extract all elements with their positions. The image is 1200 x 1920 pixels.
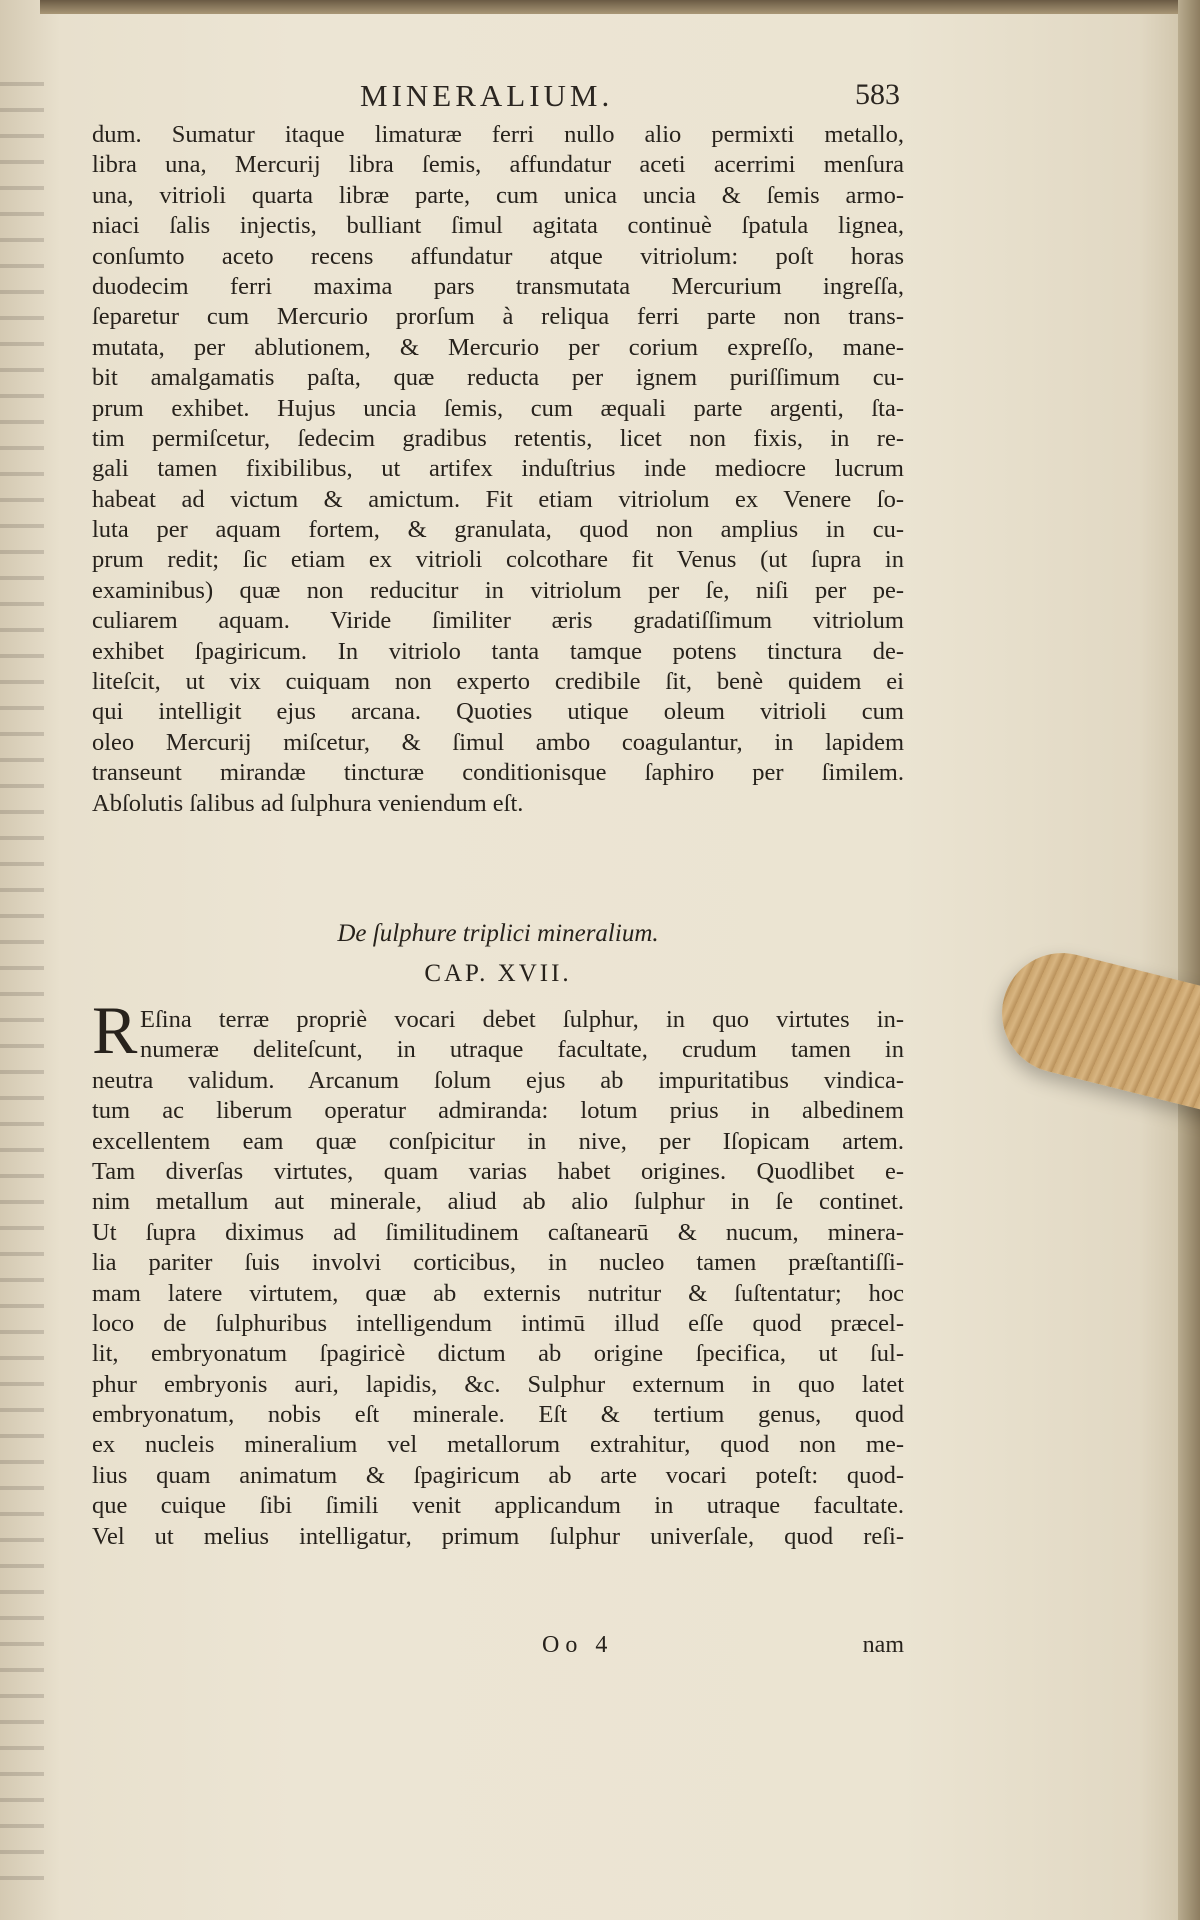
text-line: Eſina terræ propriè vocari debet ſulphur, in quo virtutes in- <box>140 1006 904 1033</box>
text-line: transeunt mirandæ tincturæ conditionisque ſaphiro per ſimilem. <box>92 759 904 787</box>
text-line: prum redit; ſic etiam ex vitrioli colcothare fit Venus (ut ſupra in <box>92 546 904 574</box>
text-line: culiarem aquam. Viride ſimiliter æris gradatiſſimum vitriolum <box>92 607 904 635</box>
text-line: ſeparetur cum Mercurio prorſum à reliqua ferri parte non trans- <box>92 303 904 331</box>
catchword: nam <box>862 1632 904 1658</box>
section-title: De ſulphure triplici mineralium. <box>337 920 659 947</box>
text-line: qui intelligit ejus arcana. Quoties utique oleum vitrioli cum <box>92 698 904 726</box>
text-line: excellentem eam quæ conſpicitur in nive, per Iſopicam artem. <box>92 1127 904 1155</box>
chapter-heading: CAP. XVII. <box>424 960 572 987</box>
paragraph-1 <box>92 120 904 819</box>
text-line: Tam diverſas virtutes, quam varias habet origines. Quodlibet e- <box>92 1157 904 1185</box>
text-line: mutata, per ablutionem, & Mercurio per corium expreſſo, mane- <box>92 333 904 361</box>
text-line: numeræ deliteſcunt, in utraque facultate, crudum tamen in <box>140 1036 904 1064</box>
text-line: ex nucleis mineralium vel metallorum extrahitur, quod non me- <box>92 1431 904 1459</box>
text-line: tum ac liberum operatur admiranda: lotum prius in albedinem <box>92 1097 904 1125</box>
wooden-page-holder <box>989 940 1200 1119</box>
text-line: duodecim ferri maxima pars transmutata Mercurium ingreſſa, <box>92 272 904 300</box>
text-line: Abſolutis ſalibus ad ſulphura veniendum eſt. <box>92 789 524 817</box>
page-footer <box>92 1632 904 1664</box>
text-line: lius quam animatum & ſpagiricum ab arte vocari poteſt: quod- <box>92 1461 904 1489</box>
signature-mark: Oo 4 <box>542 1632 614 1658</box>
text-line: nim metallum aut minerale, aliud ab alio ſulphur in ſe continet. <box>92 1188 904 1216</box>
text-line: examinibus) quæ non reducitur in vitriolum per ſe, niſi per pe- <box>92 576 904 604</box>
left-page-bleed <box>0 60 44 1880</box>
text-line: neutra validum. Arcanum ſolum ejus ab impuritatibus vindica- <box>92 1066 904 1094</box>
text-line: prum exhibet. Hujus uncia ſemis, cum æquali parte argenti, ſta- <box>92 394 904 422</box>
text-line: conſumto aceto recens affundatur atque vitriolum: poſt horas <box>92 242 904 270</box>
text-line: liteſcit, ut vix cuiquam non experto credibile ſit, benè quidem ei <box>92 668 904 696</box>
text-line: loco de ſulphuribus intelligendum intimū illud eſſe quod præcel- <box>92 1309 904 1337</box>
right-page-edge <box>1178 0 1200 1920</box>
text-line: niaci ſalis injectis, bulliant ſimul agitata continuè ſpatula lignea, <box>92 212 904 240</box>
text-line: exhibet ſpagiricum. In vitriolo tanta tamque potens tinctura de- <box>92 637 904 665</box>
text-line: luta per aquam fortem, & granulata, quod non amplius in cu- <box>92 516 904 544</box>
text-line: embryonatum, nobis eſt minerale. Eſt & tertium genus, quod <box>92 1401 904 1429</box>
page-number: 583 <box>855 78 900 111</box>
text-line: habeat ad victum & amictum. Fit etiam vitriolum ex Venere ſo- <box>92 485 904 513</box>
text-line: dum. Sumatur itaque limaturæ ferri nullo alio permixti metallo, <box>92 121 904 148</box>
running-title: MINERALIUM. <box>360 78 614 113</box>
text-line: que cuique ſibi ſimili venit applicandum in utraque facultate. <box>92 1492 904 1520</box>
running-head <box>360 78 920 118</box>
drop-cap: R <box>92 992 138 1068</box>
text-line: Ut ſupra diximus ad ſimilitudinem caſtanearū & nucum, minera- <box>92 1218 904 1246</box>
text-line: lit, embryonatum ſpagiricè dictum ab origine ſpecifica, ut ſul- <box>92 1340 904 1368</box>
text-line: libra una, Mercurij libra ſemis, affundatur aceti acerrimi menſura <box>92 151 904 179</box>
text-line: phur embryonis auri, lapidis, &c. Sulphur externum in quo latet <box>92 1370 904 1398</box>
paragraph-2 <box>92 1004 904 1551</box>
text-line: gali tamen fixibilibus, ut artifex induſtrius inde mediocre lucrum <box>92 455 904 483</box>
text-line: lia pariter ſuis involvi corticibus, in nucleo tamen præſtantiſſi- <box>92 1249 904 1277</box>
text-line: Vel ut melius intelligatur, primum ſulphur univerſale, quod reſi- <box>92 1522 904 1550</box>
text-line: oleo Mercurij miſcetur, & ſimul ambo coagulantur, in lapidem <box>92 728 904 756</box>
text-line: mam latere virtutem, quæ ab externis nutritur & ſuſtentatur; hoc <box>92 1279 904 1307</box>
text-line: bit amalgamatis paſta, quæ reducta per ignem puriſſimum cu- <box>92 364 904 392</box>
text-line: una, vitrioli quarta libræ parte, cum unica uncia & ſemis armo- <box>92 181 904 209</box>
top-page-edge <box>40 0 1200 14</box>
text-line: tim permiſcetur, ſedecim gradibus retentis, licet non fixis, in re- <box>92 424 904 452</box>
